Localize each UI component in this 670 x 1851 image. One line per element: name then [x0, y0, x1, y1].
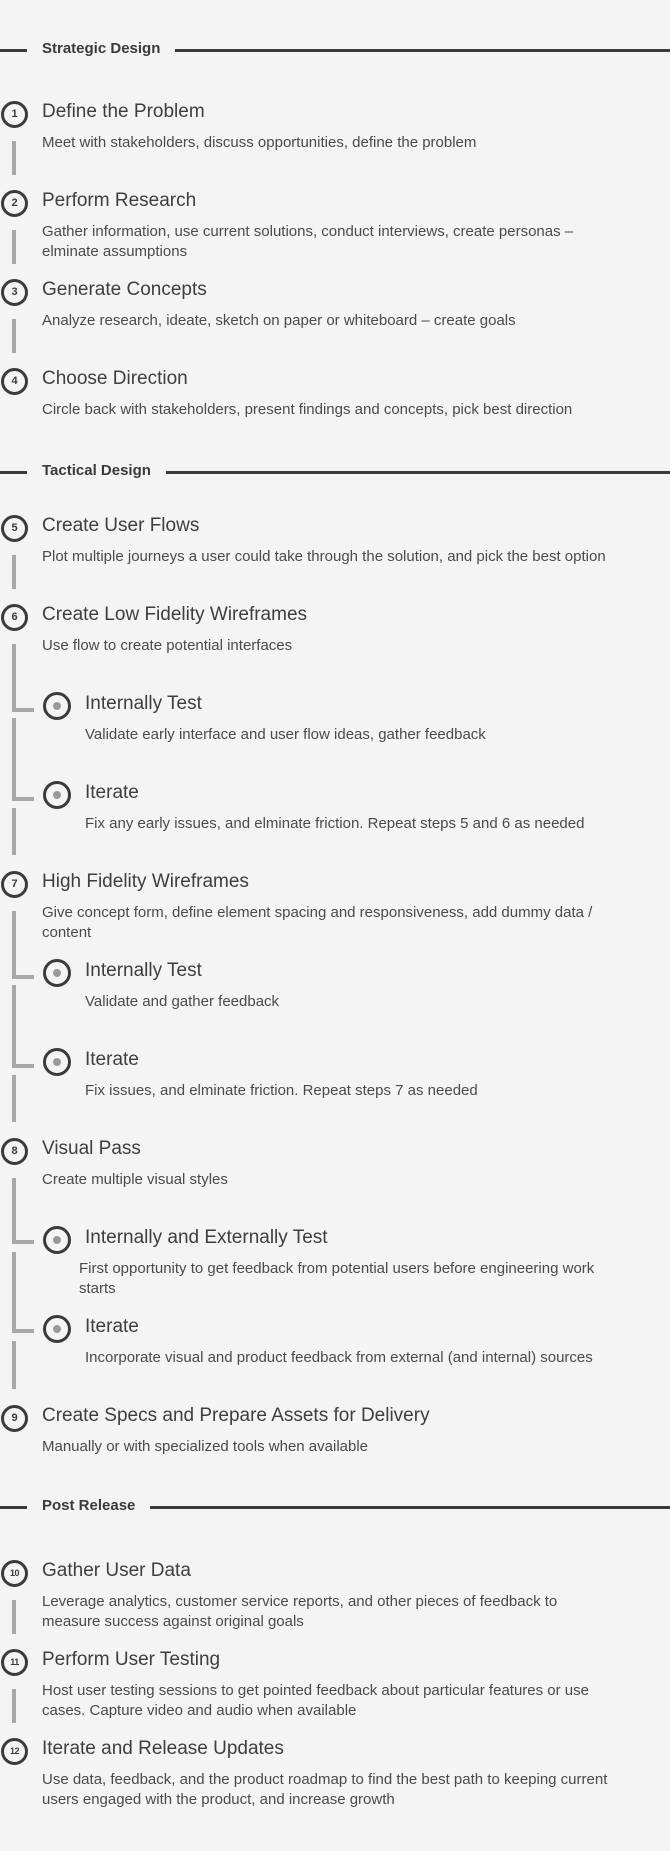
step-number-badge: 9	[1, 1405, 28, 1432]
divider-line	[166, 471, 670, 474]
step-description: Create multiple visual styles	[42, 1171, 228, 1188]
substep-description: Validate and gather feedback	[85, 993, 280, 1010]
substep-title: Iterate	[85, 1049, 139, 1070]
step-number-badge: 5	[1, 515, 28, 542]
step-title: Create User Flows	[42, 515, 200, 536]
substep-description: Fix any early issues, and elminate friction. Repeat steps 5 and 6 as needed	[85, 815, 585, 832]
step-description: Plot multiple journeys a user could take through the solution, and pick the best option	[42, 548, 606, 565]
connector-line	[12, 230, 16, 264]
divider-line	[0, 49, 27, 52]
divider-line	[0, 1506, 27, 1509]
step-title: High Fidelity Wireframes	[42, 871, 249, 892]
divider-line	[150, 1506, 670, 1509]
step-number-badge: 1	[1, 101, 28, 128]
step-number-badge: 3	[1, 279, 28, 306]
step-number-badge: 8	[1, 1138, 28, 1165]
divider-line	[175, 49, 670, 52]
branch-connector	[12, 644, 34, 712]
substep-description: Incorporate visual and product feedback from external (and internal) sources	[85, 1349, 593, 1366]
substep-description: First opportunity to get feedback from potential users before engineering work starts	[79, 1260, 595, 1297]
substep-dot-icon	[43, 1048, 71, 1076]
step-title: Define the Problem	[42, 101, 205, 122]
step-title: Create Low Fidelity Wireframes	[42, 604, 308, 625]
step-title: Iterate and Release Updates	[42, 1738, 284, 1759]
substep-title: Internally Test	[85, 960, 202, 981]
substep-dot-icon	[43, 1315, 71, 1343]
step-title: Choose Direction	[42, 368, 188, 389]
step-number-badge: 2	[1, 190, 28, 217]
connector-line	[12, 1600, 16, 1634]
step-title: Create Specs and Prepare Assets for Delivery	[42, 1405, 430, 1426]
connector-line	[12, 1341, 16, 1389]
connector-line	[12, 319, 16, 353]
section-title: Strategic Design	[42, 40, 161, 57]
branch-connector	[12, 1252, 34, 1333]
divider-line	[0, 471, 27, 474]
section-header-post-release	[0, 1497, 670, 1517]
section-title: Tactical Design	[42, 462, 151, 479]
branch-connector	[12, 1178, 34, 1244]
step-number-badge: 10	[1, 1560, 28, 1587]
substep-title: Internally Test	[85, 693, 202, 714]
step-title: Gather User Data	[42, 1560, 191, 1581]
step-number-badge: 6	[1, 604, 28, 631]
substep-dot-icon	[43, 781, 71, 809]
connector-line	[12, 1075, 16, 1122]
step-number-badge: 12	[1, 1738, 28, 1765]
step-description: Give concept form, define element spacing and responsiveness, add dummy data / content	[42, 904, 593, 941]
connector-line	[12, 808, 16, 855]
substep-dot-icon	[43, 959, 71, 987]
step-title: Perform Research	[42, 190, 197, 211]
substep-dot-icon	[43, 692, 71, 720]
step-number-badge: 7	[1, 871, 28, 898]
connector-line	[12, 555, 16, 589]
step-title: Perform User Testing	[42, 1649, 221, 1670]
connector-line	[12, 1689, 16, 1723]
step-title: Visual Pass	[42, 1138, 141, 1159]
substep-title: Iterate	[85, 782, 139, 803]
branch-connector	[12, 911, 34, 979]
step-description: Meet with stakeholders, discuss opportunities, define the problem	[42, 134, 477, 151]
substep-title: Internally and Externally Test	[85, 1227, 328, 1248]
step-description: Gather information, use current solutions, conduct interviews, create personas – elminate assumptions	[42, 223, 574, 260]
step-description: Host user testing sessions to get pointed feedback about particular features or use cases. Capture video and audio when available	[42, 1682, 589, 1719]
step-number-badge: 4	[1, 368, 28, 395]
section-header-strategic-design	[0, 40, 670, 60]
substep-description: Fix issues, and elminate friction. Repeat steps 7 as needed	[85, 1082, 478, 1099]
step-description: Analyze research, ideate, sketch on paper or whiteboard – create goals	[42, 312, 516, 329]
section-title: Post Release	[42, 1497, 136, 1514]
step-description: Circle back with stakeholders, present findings and concepts, pick best direction	[42, 401, 573, 418]
step-description: Use flow to create potential interfaces	[42, 637, 293, 654]
branch-connector	[12, 718, 34, 801]
substep-title: Iterate	[85, 1316, 139, 1337]
substep-dot-icon	[43, 1226, 71, 1254]
connector-line	[12, 141, 16, 175]
step-title: Generate Concepts	[42, 279, 207, 300]
step-description: Leverage analytics, customer service reports, and other pieces of feedback to measure success against original goals	[42, 1593, 558, 1630]
step-number-badge: 11	[1, 1649, 28, 1676]
substep-description: Validate early interface and user flow ideas, gather feedback	[85, 726, 486, 743]
branch-connector	[12, 985, 34, 1068]
step-description: Use data, feedback, and the product roadmap to find the best path to keeping current users engaged with the product, and increase growth	[42, 1771, 608, 1808]
section-header-tactical-design	[0, 462, 670, 482]
step-description: Manually or with specialized tools when available	[42, 1438, 369, 1455]
